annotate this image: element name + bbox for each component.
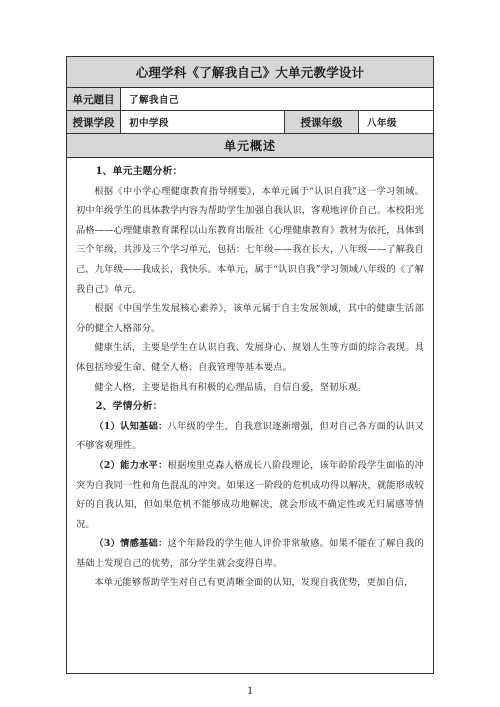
paragraph-cognitive-basis	[76, 417, 424, 456]
emotional-basis-text: 这个年龄段的学生他人评价非常敏感。如果不能在了解自我的基础上发现自己的优势，部分学生就会变得自卑。	[76, 538, 424, 569]
overview-row	[67, 134, 433, 158]
unit-title-row	[67, 88, 433, 111]
title-row	[67, 57, 433, 88]
emotional-basis-label: （3）情感基础：	[94, 538, 168, 550]
stage-value: 初中学段	[121, 111, 285, 133]
paragraph-theme-4: 健全人格，主要是指具有积极的心理品质，自信自爱，坚韧乐观。	[94, 381, 367, 393]
cognitive-basis-text: 八年级的学生，自我意识逐渐增强，但对自己各方面的认识又不够客观理性。	[76, 420, 424, 452]
paragraph-theme-1: 根据《中小学心理健康教育指导纲要》，本单元属于“认识自我”这一学习领域。初中年级学生的具体教学内容为帮助学生加强自我认识，客观地评价自己。本校阳光品格——心理健康教育课程以山东教育出版社《心理健康教育》教材为依托，具体到三个年级，共涉及三个学习单元，包括：七年级——我在长大，八年级——了解我自己，九年级——我成长，我快乐。本单元，属于“认识自我”学习领域八年级的《了解我自己》单元。	[76, 185, 424, 295]
page-number: 1	[247, 683, 253, 697]
cognitive-basis-label: （1）认知基础：	[94, 420, 168, 432]
ability-level-label: （2）能力水平：	[94, 459, 168, 471]
paragraph-theme-2: 根据《中国学生发展核心素养》，该单元属于自主发展领域，其中的健康生活部分的健全人格部分。	[76, 303, 424, 334]
stage-grade-row	[67, 111, 433, 134]
document-title: 心理学科《了解我自己》大单元教学设计	[135, 65, 365, 80]
overview-body	[67, 158, 433, 673]
heading-learner-analysis: 2、学情分析：	[95, 401, 163, 413]
unit-title-label: 单元题目	[67, 88, 121, 110]
unit-title-value: 了解我自己	[129, 95, 180, 106]
paragraph-unit-value: 本单元能够帮助学生对自己有更清晰全面的认知，发现自我优势，更加自信，	[94, 577, 414, 589]
ability-level-text: 根据埃里克森人格成长八阶段理论，该年龄阶段学生面临的冲突为自我同一性和角色混乱的冲突。如果这一阶段的危机成功得以解决，就能形成较好的自我认知，但如果危机不能够成功地解决，就会形成不确定性或无归属感等情况。	[76, 459, 424, 530]
section-overview-title: 单元概述	[223, 139, 276, 153]
heading-theme-analysis: 1、单元主题分析：	[95, 166, 183, 177]
paragraph-emotional-basis	[76, 534, 424, 573]
grade-label: 授课年级	[285, 111, 359, 133]
grade-value: 八年级	[367, 118, 398, 129]
lesson-plan-table	[66, 56, 434, 674]
paragraph-ability-level	[76, 456, 424, 534]
stage-label: 授课学段	[67, 111, 121, 133]
paragraph-theme-3: 健康生活，主要是学生在认识自我、发展身心、规划人生等方面的综合表现。具体包括珍爱生命、健全人格、自我管理等基本要点。	[76, 342, 424, 373]
